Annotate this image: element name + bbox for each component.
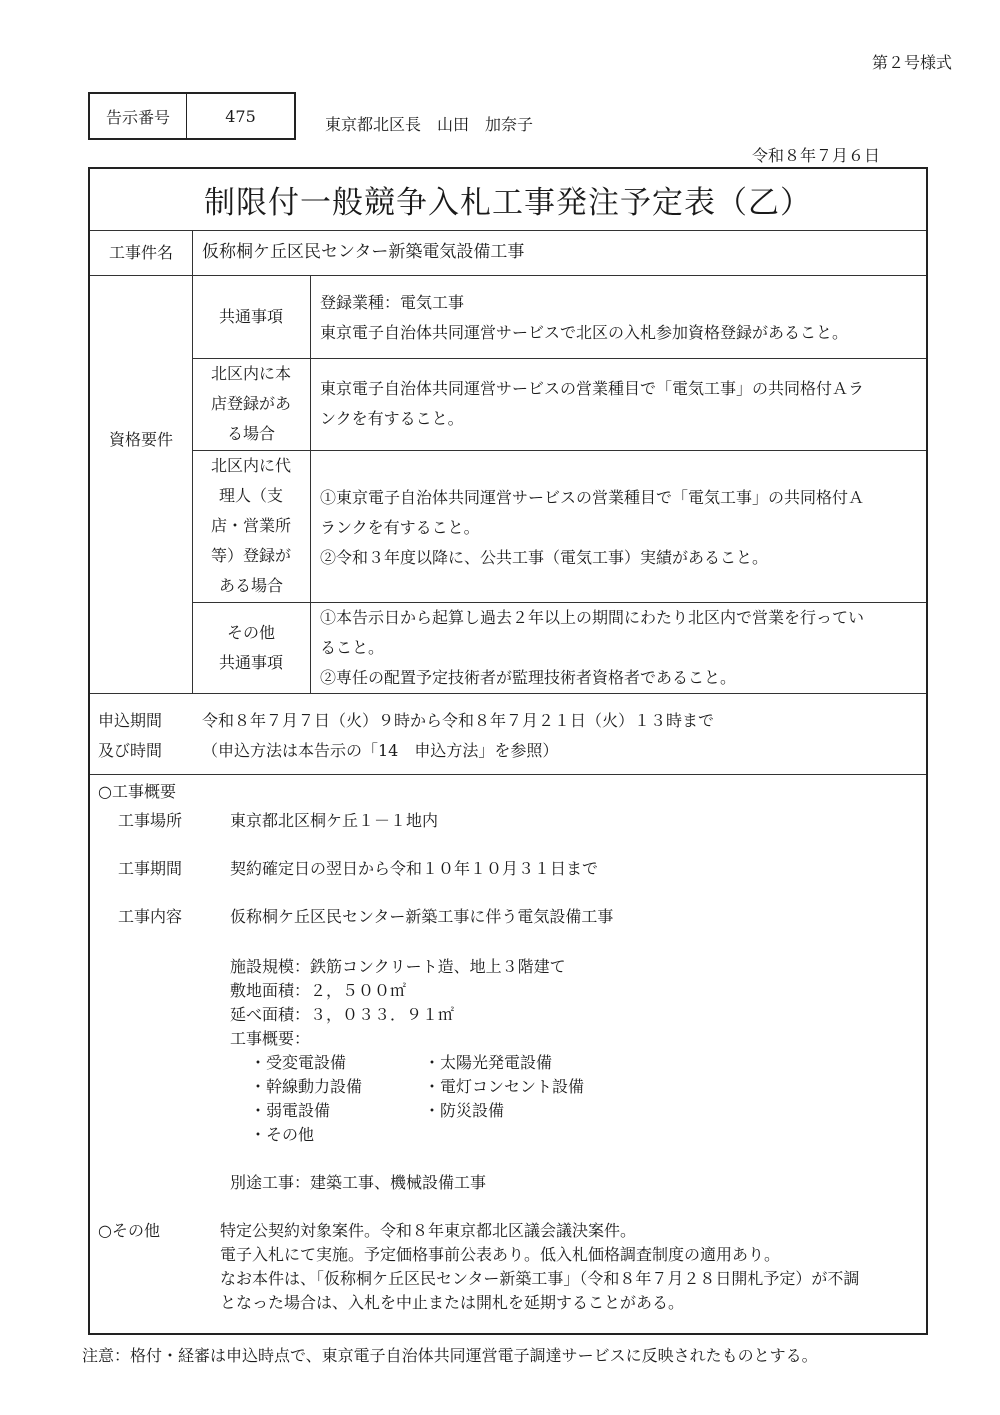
notice-number-box xyxy=(88,92,296,140)
list-item: ・受変電設備 xyxy=(250,1053,347,1072)
other-line: となった場合は、入札を中止または開札を延期することがある。 xyxy=(220,1293,685,1312)
notice-number-value: 475 xyxy=(225,106,256,126)
qualification-label: 資格要件 xyxy=(108,430,173,449)
project-label: 工事件名 xyxy=(108,242,173,262)
page-title: 制限付一般競争入札工事発注予定表（乙） xyxy=(204,185,812,221)
common-text: 登録業種：電気工事 東京電子自治体共同運営サービスで北区の入札参加資格登録があること。 xyxy=(320,293,849,342)
list-item: ・その他 xyxy=(250,1125,315,1144)
divider xyxy=(90,230,926,231)
content-value: 仮称桐ケ丘区民センター新築工事に伴う電気設備工事 xyxy=(230,907,614,926)
list-item: ・防災設備 xyxy=(424,1101,505,1120)
list-item: ・幹線動力設備 xyxy=(250,1077,363,1096)
other-label: ○その他 xyxy=(98,1221,160,1240)
common-label: 共通事項 xyxy=(218,306,283,326)
work-summary-label: 工事概要： xyxy=(230,1029,311,1048)
divider xyxy=(90,774,926,775)
issue-date: 令和８年７月６日 xyxy=(751,146,880,165)
divider xyxy=(90,693,926,694)
location-value: 東京都北区桐ケ丘１－１地内 xyxy=(230,811,439,830)
overview-heading: ○工事概要 xyxy=(98,782,176,801)
other-requirement-label: その他 共通事項 xyxy=(218,622,283,672)
other-line: 電子入札にて実施。予定価格事前公表あり。低入札価格調査制度の適用あり。 xyxy=(220,1245,781,1264)
hq-text: 東京電子自治体共同運営サービスの営業種目で「電気工事」の共同格付Ａラ ンクを有すること。 xyxy=(320,379,865,428)
main-table xyxy=(88,167,928,1335)
application-text: 令和８年７月７日（火）９時から令和８年７月２１日（火）１３時まで （申込方法は本告示の「14 申込方法」を参照） xyxy=(202,711,715,760)
content-label: 工事内容 xyxy=(118,907,183,926)
footnote: 注意：格付・経審は申込時点で、東京電子自治体共同運営電子調達サービスに反映されたものとする。 xyxy=(82,1346,818,1365)
application-label: 申込期間 及び時間 xyxy=(98,711,163,760)
project-name: 仮称桐ケ丘区民センター新築電気設備工事 xyxy=(202,242,525,262)
period-value: 契約確定日の翌日から令和１０年１０月３１日まで xyxy=(230,859,599,878)
divider xyxy=(310,275,311,693)
form-number: 第２号様式 xyxy=(871,53,952,72)
other-requirement-text: ①本告示日から起算し過去２年以上の期間にわたり北区内で営業を行ってい ること。 ②専任の配置予定技術者が監理技術者資格者であること。 xyxy=(320,608,865,687)
floor-area: 延べ面積：３，０３３．９１㎡ xyxy=(230,1005,455,1024)
other-line: 特定公契約対象案件。令和８年東京都北区議会議決案件。 xyxy=(220,1221,637,1240)
site-area: 敷地面積：２，５００㎡ xyxy=(230,981,407,1000)
facility-scale: 施設規模：鉄筋コンクリート造、地上３階建て xyxy=(230,957,566,976)
hq-label: 北区内に本 店登録があ る場合 xyxy=(210,364,291,443)
agent-text: ①東京電子自治体共同運営サービスの営業種目で「電気工事」の共同格付Ａ ランクを有すること。 ②令和３年度以降に、公共工事（電気工事）実績があること。 xyxy=(320,488,865,567)
issuer: 東京都北区長 山田 加奈子 xyxy=(325,115,534,134)
list-item: ・弱電設備 xyxy=(250,1101,331,1120)
agent-label: 北区内に代 理人（支 店・営業所 等）登録が ある場合 xyxy=(210,456,291,595)
location-label: 工事場所 xyxy=(118,811,183,830)
list-item: ・電灯コンセント設備 xyxy=(424,1077,585,1096)
separate-work: 別途工事：建築工事、機械設備工事 xyxy=(230,1173,487,1192)
notice-number-label: 告示番号 xyxy=(90,94,187,138)
list-item: ・太陽光発電設備 xyxy=(424,1053,553,1072)
period-label: 工事期間 xyxy=(118,859,183,878)
other-line: なお本件は、「仮称桐ケ丘区民センター新築工事」（令和８年７月２８日開札予定）が不調 xyxy=(220,1269,860,1288)
